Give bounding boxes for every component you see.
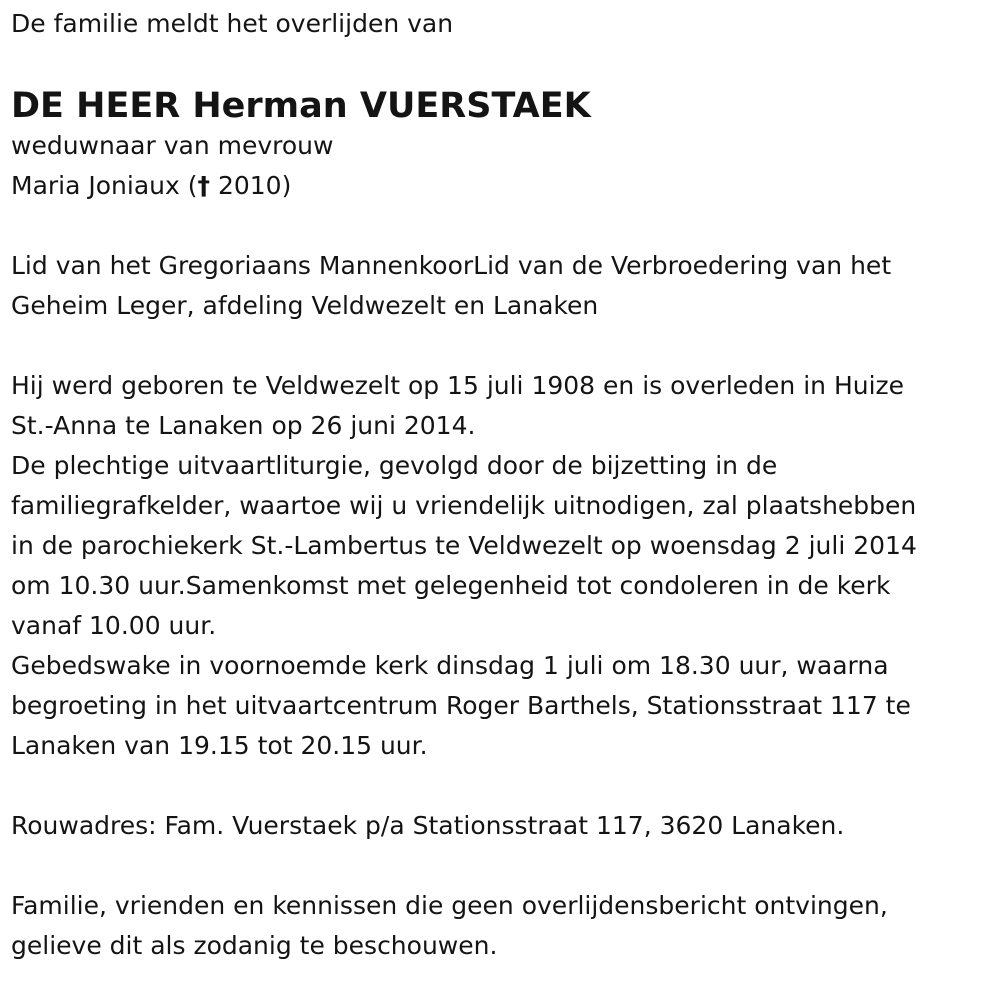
spouse-name: Maria Joniaux ( bbox=[11, 171, 198, 200]
membership-line: Lid van het Gregoriaans MannenkoorLid van de Verbroedering van het bbox=[11, 251, 892, 280]
spacer bbox=[11, 206, 991, 246]
details-line: vanaf 10.00 uur. bbox=[11, 611, 217, 640]
details-line: begroeting in het uitvaartcentrum Roger Barthels, Stationsstraat 117 te bbox=[11, 691, 911, 720]
details-line: St.-Anna te Lanaken op 26 juni 2014. bbox=[11, 411, 476, 440]
deceased-name: DE HEER Herman VUERSTAEK bbox=[11, 86, 591, 126]
spacer bbox=[11, 846, 991, 886]
closing-line: gelieve dit als zodanig te beschouwen. bbox=[11, 931, 498, 960]
cross-icon: † bbox=[197, 171, 210, 200]
details-line: De plechtige uitvaartliturgie, gevolgd door de bijzetting in de bbox=[11, 451, 778, 480]
address-line: Rouwadres: Fam. Vuerstaek p/a Stationsstraat 117, 3620 Lanaken. bbox=[11, 811, 845, 840]
details-line: Hij werd geboren te Veldwezelt op 15 juli 1908 en is overleden in Huize bbox=[11, 371, 905, 400]
spacer bbox=[11, 766, 991, 806]
details-line: Gebedswake in voornoemde kerk dinsdag 1 juli om 18.30 uur, waarna bbox=[11, 651, 889, 680]
spouse-death-year: 2010) bbox=[210, 171, 292, 200]
details-line: in de parochiekerk St.-Lambertus te Veldwezelt op woensdag 2 juli 2014 bbox=[11, 531, 917, 560]
intro-line: De familie meldt het overlijden van bbox=[11, 9, 454, 38]
details-line: om 10.30 uur.Samenkomst met gelegenheid tot condoleren in de kerk bbox=[11, 571, 891, 600]
details-line: Lanaken van 19.15 tot 20.15 uur. bbox=[11, 731, 428, 760]
spouse-line: weduwnaar van mevrouw bbox=[11, 131, 334, 160]
membership-line: Geheim Leger, afdeling Veldwezelt en Lanaken bbox=[11, 291, 599, 320]
closing-line: Familie, vrienden en kennissen die geen overlijdensbericht ontvingen, bbox=[11, 891, 888, 920]
spacer bbox=[11, 326, 991, 366]
death-notice bbox=[11, 4, 991, 966]
spouse-name-line bbox=[11, 166, 991, 206]
details-line: familiegrafkelder, waartoe wij u vriendelijk uitnodigen, zal plaatshebben bbox=[11, 491, 917, 520]
